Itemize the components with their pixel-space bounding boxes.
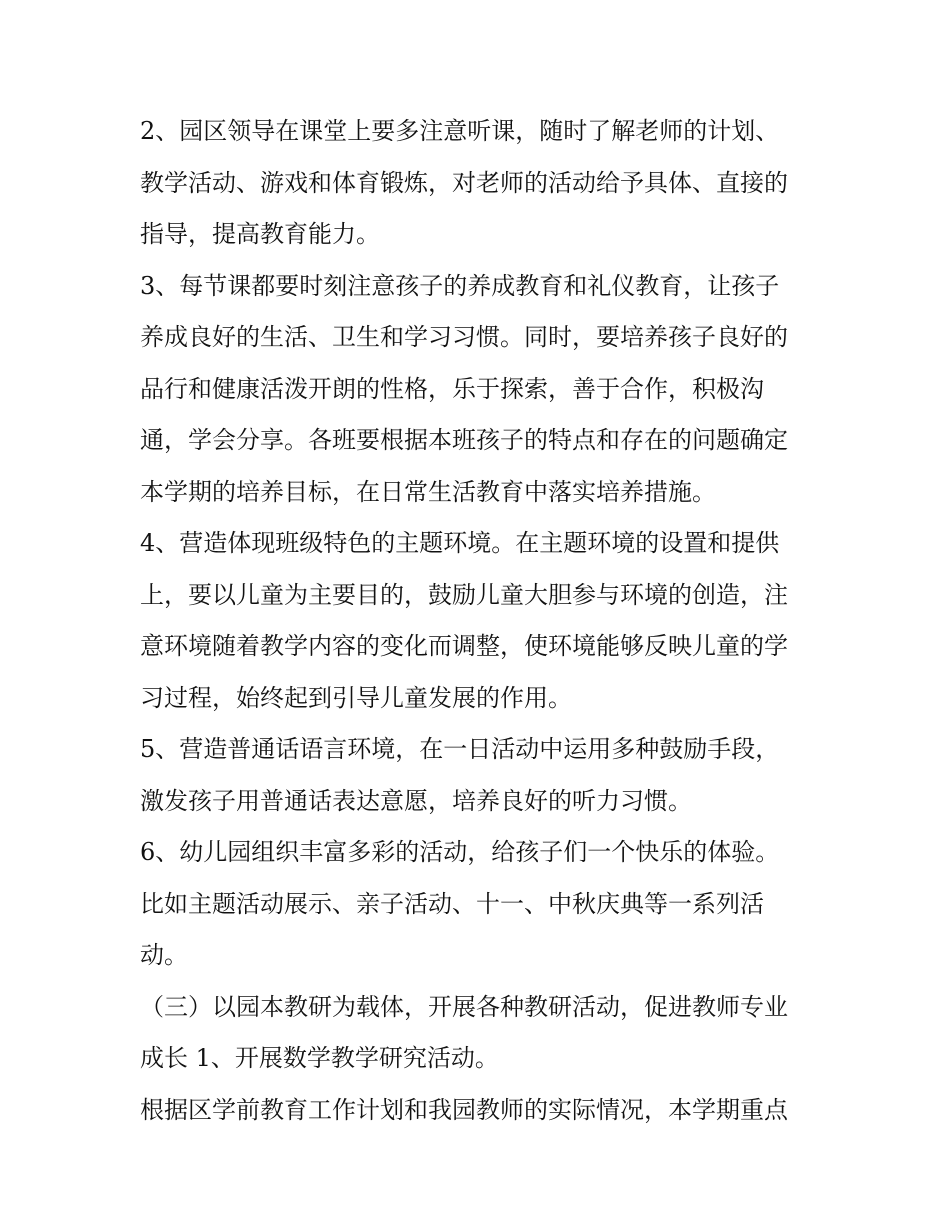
text-line: 本学期的培养目标，在日常生活教育中落实培养措施。	[140, 477, 716, 506]
text-line: 通，学会分享。各班要根据本班孩子的特点和存在的问题确定	[140, 426, 788, 454]
text-line: 5、营造普通话语言环境，在一日活动中运用多种鼓励手段，	[140, 735, 780, 763]
text-line: 3、每节课都要时刻注意孩子的养成教育和礼仪教育，让孩子	[140, 271, 780, 300]
text-line: 根据区学前教育工作计划和我园教师的实际情况，本学期重点	[140, 1095, 788, 1124]
text-line: 2、园区领导在课堂上要多注意听课，随时了解老师的计划、	[140, 117, 780, 145]
text-line: 6、幼儿园组织丰富多彩的活动，给孩子们一个快乐的体验。	[140, 838, 780, 866]
text-line: 上，要以儿童为主要目的，鼓励儿童大胆参与环境的创造，注	[140, 580, 788, 609]
text-line: 品行和健康活泼开朗的性格，乐于探索，善于合作，积极沟	[140, 374, 764, 403]
text-line: 养成良好的生活、卫生和学习习惯。同时，要培养孩子良好的	[140, 323, 788, 351]
text-line: 动。	[140, 941, 188, 969]
text-line: 教学活动、游戏和体育锻炼，对老师的活动给予具体、直接的	[140, 168, 788, 197]
text-line: 激发孩子用普通话表达意愿，培养良好的听力习惯。	[140, 786, 692, 815]
text-line: 指导，提高教育能力。	[140, 220, 380, 248]
document-body	[140, 106, 820, 1136]
text-line: 成长 1、开展数学教学研究活动。	[140, 1044, 499, 1072]
text-line: （三）以园本教研为载体，开展各种教研活动，促进教师专业	[140, 992, 788, 1021]
text-line: 习过程，始终起到引导儿童发展的作用。	[140, 683, 572, 712]
text-line: 比如主题活动展示、亲子活动、十一、中秋庆典等一系列活	[140, 889, 764, 918]
text-line: 意环境随着教学内容的变化而调整，使环境能够反映儿童的学	[140, 632, 788, 660]
text-line: 4、营造体现班级特色的主题环境。在主题环境的设置和提供	[140, 529, 780, 557]
